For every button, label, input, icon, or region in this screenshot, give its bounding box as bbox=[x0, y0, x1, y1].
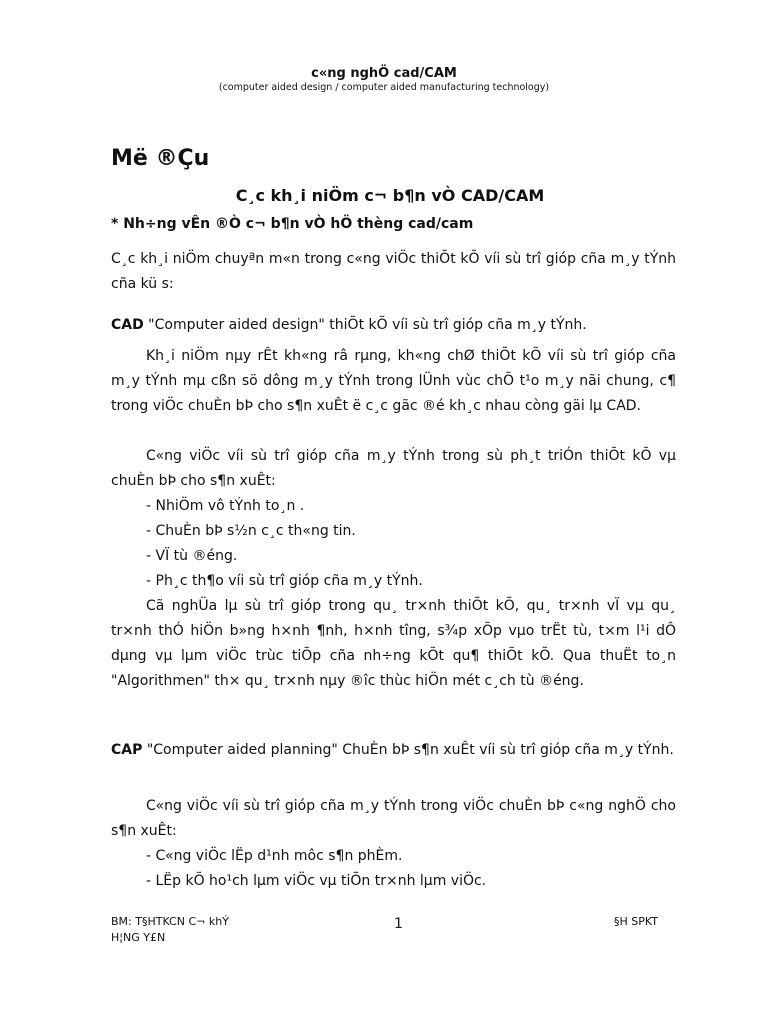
footer-department bbox=[111, 914, 229, 946]
section-title: C¸c kh¸i niÖm c¬ b¶n vÒ CAD/CAM bbox=[235, 186, 545, 205]
subheading: * Nh÷ng vÊn ®Ò c¬ b¶n vÒ hÖ thèng cad/cam bbox=[111, 216, 474, 232]
footer-left-line2: H¦NG Y£N bbox=[111, 931, 166, 944]
header-subtitle: (computer aided design / computer aided manufacturing technology) bbox=[218, 82, 550, 93]
cad-list-item: - NhiÖm vô tÝnh to¸n . bbox=[146, 498, 305, 514]
header-title: c«ng nghÖ cad/CAM bbox=[311, 66, 457, 81]
intro-paragraph: C¸c kh¸i niÖm chuyªn m«n trong c«ng viÖc thiÕt kÕ víi sù trî gióp cña m¸y tÝnh cña kü s: bbox=[111, 251, 676, 292]
cad-paragraph-1: Kh¸i niÖm nµy rÊt kh«ng râ rµng, kh«ng chØ thiÕt kÕ víi sù trî gióp cña m¸y tÝnh mµ cßn sö dông m¸y tÝnh trong lÜnh vùc chÕ t¹o m¸y nãi chung, c¶ trong viÖc chuÈn bÞ cho s¶n xuÊt ë c¸c gãc ®é kh¸c nhau còng gäi lµ CAD. bbox=[111, 348, 676, 414]
cad-list-item: - VÏ tù ®éng. bbox=[146, 548, 238, 564]
page-number: 1 bbox=[394, 916, 403, 932]
cap-term: CAP bbox=[111, 742, 143, 758]
cad-definition bbox=[111, 313, 676, 338]
cad-paragraph-2: C«ng viÖc víi sù trî gióp cña m¸y tÝnh trong sù ph¸t triÓn thiÕt kÕ vµ chuÈn bÞ cho s¶n xuÊt: bbox=[111, 448, 676, 489]
cad-term: CAD bbox=[111, 317, 144, 333]
cap-definition-text: "Computer aided planning" ChuÈn bÞ s¶n xuÊt víi sù trî gióp cña m¸y tÝnh. bbox=[142, 742, 674, 758]
cap-definition bbox=[111, 738, 676, 763]
cad-definition-text: "Computer aided design" thiÕt kÕ víi sù trî gióp cña m¸y tÝnh. bbox=[143, 317, 587, 333]
cap-paragraph-1: C«ng viÖc víi sù trî gióp cña m¸y tÝnh trong viÖc chuÈn bÞ c«ng nghÖ cho s¶n xuÊt: bbox=[111, 798, 676, 839]
cap-list-item: - C«ng viÖc lËp d¹nh môc s¶n phÈm. bbox=[146, 848, 403, 864]
footer-university: §H SPKT bbox=[614, 915, 658, 928]
chapter-title: Më ®Çu bbox=[111, 146, 210, 171]
cad-list-item: - Ph¸c th¶o víi sù trî gióp cña m¸y tÝnh. bbox=[146, 573, 423, 589]
cap-list-item: - LËp kÕ ho¹ch lµm viÖc vµ tiÕn tr×nh lµm viÖc. bbox=[146, 873, 487, 889]
cad-paragraph-3: Cã nghÜa lµ sù trî gióp trong qu¸ tr×nh thiÕt kÕ, qu¸ tr×nh vÏ vµ qu¸ tr×nh thÓ hiÖn b»ng h×nh ¶nh, h×nh tîng, s¾p xÕp vµo trËt tù, t×m l¹i dÔ dµng vµ lµm viÖc trùc tiÕp cña nh÷ng kÕt qu¶ thiÕt kÕ. Qua thuËt to¸n "Algorithmen" th× qu¸ tr×nh nµy ®îc thùc hiÖn mét c¸ch tù ®éng. bbox=[111, 598, 676, 689]
cad-list-item: - ChuÈn bÞ s½n c¸c th«ng tin. bbox=[146, 523, 356, 539]
footer-left-line1: BM: T§HTKCN C¬ khÝ bbox=[111, 915, 229, 928]
